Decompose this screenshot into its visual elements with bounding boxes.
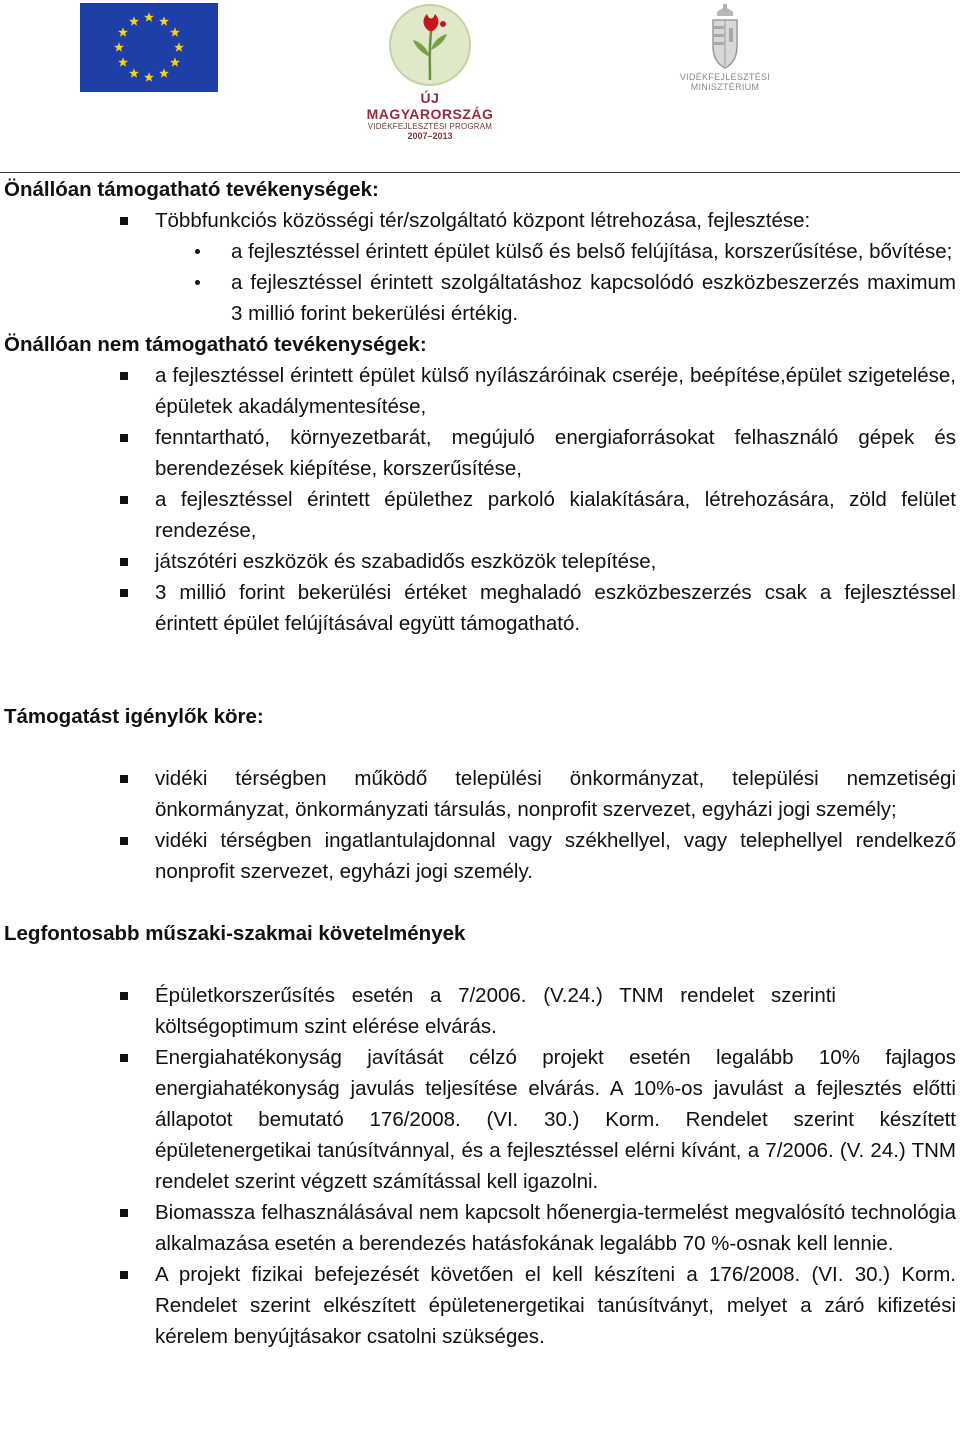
header-divider bbox=[0, 172, 960, 173]
list-item: a fejlesztéssel érintett épülethez parkoló kialakítására, létrehozására, zöld felület rendezése, bbox=[4, 484, 956, 546]
list-item: A projekt fizikai befejezését követően el kell készíteni a 176/2008. (VI. 30.) Korm. Rendelet szerint elkészített épületenergetikai tanúsítványt, melyet a záró kifizetési kérelem benyújtásakor csatolni szükséges. bbox=[4, 1259, 956, 1352]
list-item: a fejlesztéssel érintett épület külső és belső felújítása, korszerűsítése, bővítése; bbox=[4, 236, 956, 267]
eu-flag-logo bbox=[80, 3, 218, 92]
list-item: Épületkorszerűsítés esetén a 7/2006. (V.24.) TNM rendelet szerinti költségoptimum szint elérése elvárás. bbox=[4, 980, 956, 1042]
list-item: fenntartható, környezetbarát, megújuló energiaforrásokat felhasználó gépek és berendezések kiépítése, korszerűsítése, bbox=[4, 422, 956, 484]
list-item: Többfunkciós közösségi tér/szolgáltató központ létrehozása, fejlesztése: bbox=[4, 205, 956, 236]
list-item: a fejlesztéssel érintett épület külső nyílászáróinak cseréje, beépítése,épület szigetelése, épületek akadálymentesítése, bbox=[4, 360, 956, 422]
umvp-subtitle: VIDÉKFEJLESZTÉSI PROGRAM bbox=[367, 122, 493, 131]
not-supported-list bbox=[4, 360, 956, 639]
list-item: játszótéri eszközök és szabadidős eszközök telepítése, bbox=[4, 546, 956, 577]
ministry-name-line2: MINISZTÉRIUM bbox=[690, 82, 760, 92]
section-title-supported: Önállóan támogatható tevékenységek: bbox=[4, 178, 379, 201]
list-item: vidéki térségben működő települési önkormányzat, települési nemzetiségi önkormányzat, önkormányzati társulás, nonprofit szervezet, egyházi jogi személy; bbox=[4, 763, 956, 825]
ministry-name-line1: VIDÉKFEJLESZTÉSI bbox=[679, 72, 771, 82]
list-item: Biomassza felhasználásával nem kapcsolt hőenergia-termelést megvalósító technológia alkalmazása esetén a berendezés hatásfokának legalább 70 %-osnak kell lennie. bbox=[4, 1197, 956, 1259]
section-title-applicants: Támogatást igénylők köre: bbox=[4, 705, 264, 728]
document-body bbox=[4, 174, 956, 1352]
applicants-list bbox=[4, 763, 956, 887]
list-item: 3 millió forint bekerülési értéket meghaladó eszközbeszerzés csak a fejlesztéssel érintett épület felújításával együtt támogatható. bbox=[4, 577, 956, 639]
list-item: vidéki térségben ingatlantulajdonnal vagy székhellyel, vagy telephellyel rendelkező nonprofit szervezet, egyházi jogi személy. bbox=[4, 825, 956, 887]
umvp-years: 2007–2013 bbox=[407, 131, 453, 141]
section-title-requirements: Legfontosabb műszaki-szakmai követelmények bbox=[4, 922, 466, 945]
ministry-crest-logo bbox=[670, 2, 780, 112]
section-title-not-supported: Önállóan nem támogatható tevékenységek: bbox=[4, 333, 427, 356]
page-header bbox=[0, 0, 960, 172]
list-item: a fejlesztéssel érintett szolgáltatáshoz kapcsolódó eszközbeszerzés maximum 3 millió forint bekerülési értékig. bbox=[4, 267, 956, 329]
umvp-title: ÚJ MAGYARORSZÁG bbox=[366, 90, 494, 122]
supported-list bbox=[4, 205, 956, 236]
supported-sublist bbox=[4, 236, 956, 329]
uj-magyarorszag-logo bbox=[355, 2, 505, 142]
list-item: Energiahatékonyság javítását célzó projekt esetén legalább 10% fajlagos energiahatékonyság javulás teljesítése elvárás. A 10%-os javulást a fejlesztés előtti állapotot bemutató 176/2008. (VI. 30.) Korm. Rendelet szerint készített épületenergetikai tanúsítvánnyal, és a fejlesztéssel elérni kívánt, a 7/2006. (V. 24.) TNM rendelet szerint végzett számítással kell igazolni. bbox=[4, 1042, 956, 1197]
requirements-list bbox=[4, 980, 956, 1352]
